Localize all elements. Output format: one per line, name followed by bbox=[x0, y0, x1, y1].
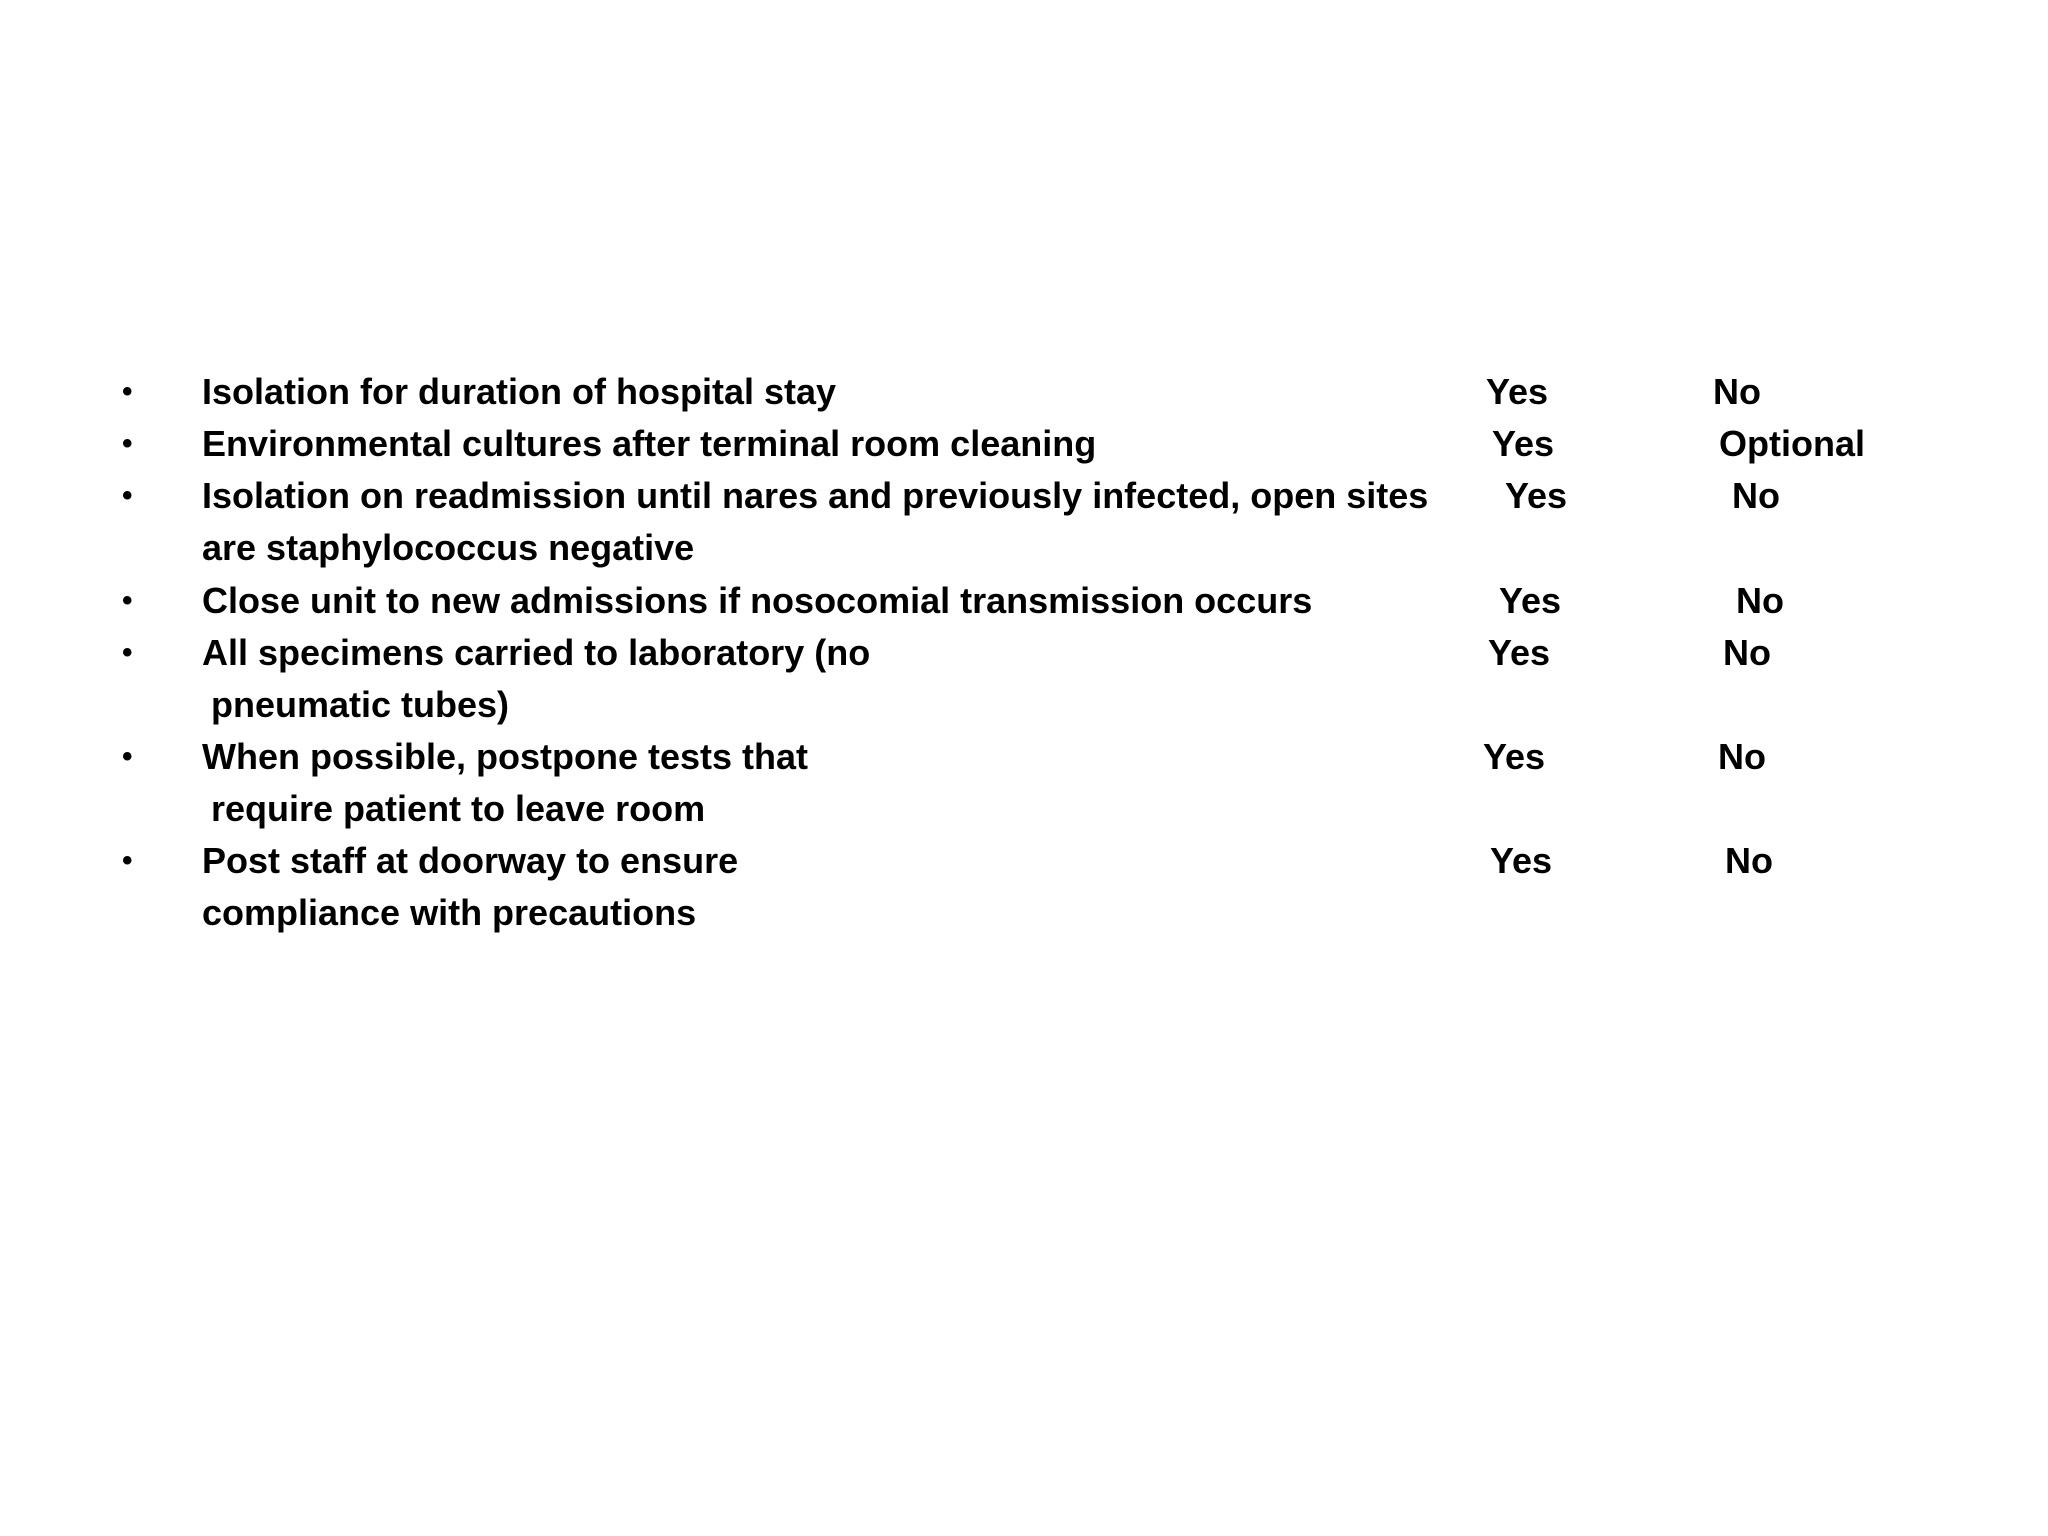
item-value-alt: No bbox=[1736, 580, 1784, 621]
item-value-yes: Yes bbox=[1483, 736, 1546, 777]
item-value-yes: Yes bbox=[1486, 371, 1549, 412]
item-text-line: All specimens carried to laboratory (no bbox=[202, 632, 871, 673]
item-text-line: are staphylococcus negative bbox=[202, 527, 695, 568]
item-value-yes: Yes bbox=[1499, 580, 1562, 621]
item-text-line: require patient to leave room bbox=[211, 788, 706, 829]
item-text-line: compliance with precautions bbox=[202, 892, 697, 933]
bullet-icon: • bbox=[122, 636, 133, 669]
item-text-line: Isolation for duration of hospital stay bbox=[202, 371, 837, 412]
item-value-alt: No bbox=[1718, 736, 1766, 777]
bullet-icon: • bbox=[122, 740, 133, 773]
item-text-line: Close unit to new admissions if nosocomial transmission occurs bbox=[202, 580, 1313, 621]
item-value-yes: Yes bbox=[1490, 840, 1553, 881]
bullet-icon: • bbox=[122, 427, 133, 460]
item-text-line: Isolation on readmission until nares and previously infected, open sites bbox=[202, 475, 1429, 516]
bullet-icon: • bbox=[122, 375, 133, 408]
item-value-alt: No bbox=[1723, 632, 1771, 673]
item-text-line: Environmental cultures after terminal room cleaning bbox=[202, 423, 1097, 464]
item-text-line: When possible, postpone tests that bbox=[202, 736, 809, 777]
item-value-alt: Optional bbox=[1719, 423, 1865, 464]
item-value-alt: No bbox=[1732, 475, 1780, 516]
item-value-yes: Yes bbox=[1492, 423, 1555, 464]
bullet-icon: • bbox=[122, 844, 133, 877]
item-value-alt: No bbox=[1713, 371, 1761, 412]
item-value-alt: No bbox=[1725, 840, 1773, 881]
item-value-yes: Yes bbox=[1505, 475, 1568, 516]
item-text-line: Post staff at doorway to ensure bbox=[202, 840, 739, 881]
item-value-yes: Yes bbox=[1488, 632, 1551, 673]
bullet-icon: • bbox=[122, 584, 133, 617]
bullet-icon: • bbox=[122, 479, 133, 512]
item-text-line: pneumatic tubes) bbox=[211, 684, 510, 725]
